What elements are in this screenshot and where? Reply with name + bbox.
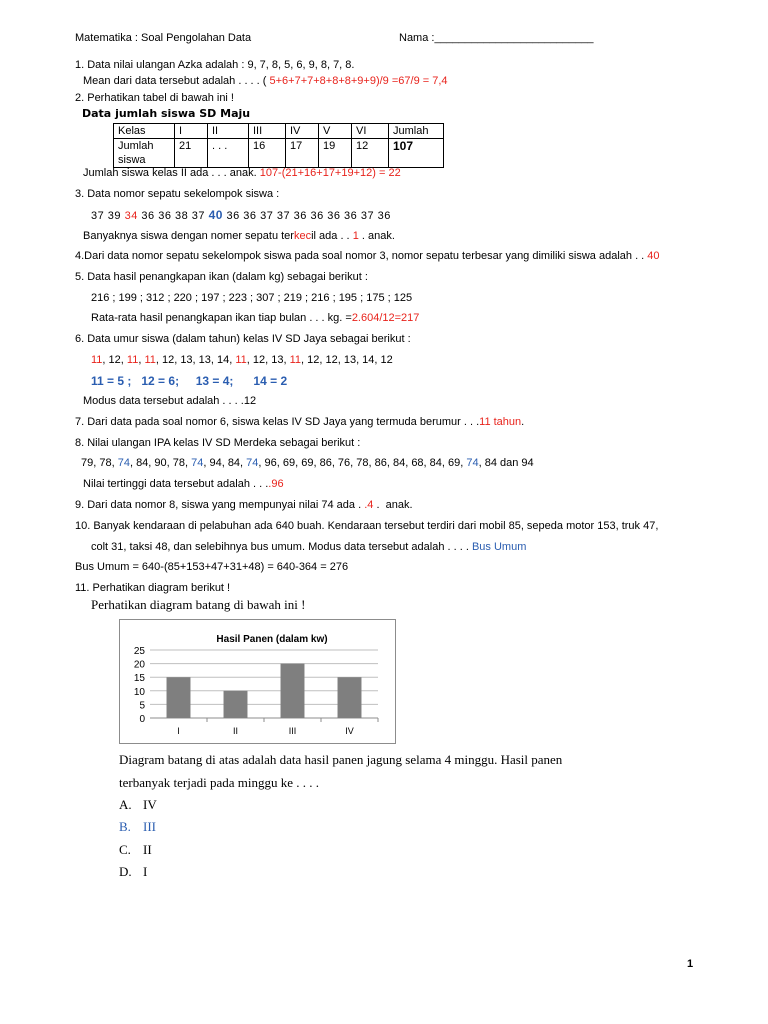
q6-value: 11 <box>289 354 302 366</box>
q5-text: 5. Data hasil penangkapan ikan (dalam kg) sebagai berikut : <box>75 271 368 283</box>
q8-value: , 96, 69, 69, 86, 76, 78, 86, 84, 68, 84, 69, <box>258 457 467 469</box>
harvest-bar-chart <box>119 619 396 744</box>
q4-prompt: 4.Dari data nomor sepatu sekelompok siswa pada soal nomor 3, nomor sepatu terbesar yang dimiliki siswa adalah . . <box>75 250 645 262</box>
q6-value: , 12, 12, 13, 14, 12 <box>301 354 393 366</box>
table-header-cell: Kelas <box>114 124 175 139</box>
q8-value: 74 <box>117 457 130 469</box>
table-cell: 16 <box>249 139 286 168</box>
y-tick-label: 5 <box>139 700 145 712</box>
q4-answer: 40 <box>647 250 660 262</box>
option-b[interactable] <box>119 820 156 834</box>
q6-text: 6. Data umur siswa (dalam tahun) kelas IV SD Jaya sebagai berikut : <box>75 333 411 345</box>
q3-prompt-c: . anak. <box>361 230 395 242</box>
q9-end: . anak. <box>376 499 413 511</box>
bar-I <box>167 677 191 718</box>
q3-data <box>91 208 391 223</box>
y-tick-label: 10 <box>133 686 145 698</box>
q9-answer: .4 <box>361 499 377 511</box>
table-header-cell: III <box>249 124 286 139</box>
q3-line <box>83 229 395 243</box>
table-header-cell: IV <box>286 124 319 139</box>
q8-answer: .96 <box>268 478 284 490</box>
option-b-key: B. <box>119 819 131 834</box>
x-tick-label: III <box>288 726 297 736</box>
q7-answer: 11 tahun <box>479 416 522 428</box>
q8-data <box>81 456 534 470</box>
q6-value: 11 <box>126 354 139 366</box>
q11-intro: Perhatikan diagram batang di bawah ini ! <box>91 597 306 612</box>
document-subject: Matematika : Soal Pengolahan Data <box>75 32 252 44</box>
q6-data <box>91 353 393 367</box>
option-c-text: II <box>143 842 152 857</box>
option-d-key: D. <box>119 864 132 879</box>
q2-line <box>83 166 401 180</box>
q3-prompt-b: il ada . . <box>311 230 350 242</box>
q9-text <box>75 498 413 512</box>
option-b-text: III <box>143 819 156 834</box>
option-a-key: A. <box>119 797 132 812</box>
q10-text: 10. Banyak kendaraan di pelabuhan ada 640 buah. Kendaraan tersebut terdiri dari mobil 85, sepeda motor 153, truk 47, <box>75 520 659 532</box>
table-cell: . . . <box>208 139 249 168</box>
table-header-cell: Jumlah <box>389 124 444 139</box>
table-header-row <box>114 124 444 139</box>
q11-text: 11. Perhatikan diagram berikut ! <box>75 582 231 594</box>
q3-smallest: 34 <box>124 210 138 222</box>
q8-value: 74 <box>191 457 204 469</box>
q9-prompt: 9. Dari data nomor 8, siswa yang mempunyai nilai 74 ada . <box>75 499 362 511</box>
q8-value: , 94, 84, <box>203 457 247 469</box>
table-row-label: Jumlah siswa <box>114 139 175 168</box>
q8-value: , 84 dan 94 <box>478 457 534 469</box>
option-c[interactable] <box>119 843 152 857</box>
q6-tally: 11 = 5 ; 12 = 6; 13 = 4; 14 = 2 <box>91 374 288 388</box>
x-tick-label: I <box>177 726 180 736</box>
bar-II <box>224 691 248 718</box>
q11-question-line2: terbanyak terjadi pada minggu ke . . . . <box>119 775 319 790</box>
q8-line <box>83 477 284 491</box>
q8-value: 74 <box>246 457 259 469</box>
q6-value: 11 <box>91 354 103 366</box>
q3-highlight: kec <box>293 230 312 242</box>
table-cell: 12 <box>352 139 389 168</box>
q7-end: . <box>521 416 525 428</box>
option-c-key: C. <box>119 842 131 857</box>
q8-prompt: Nilai tertinggi data tersebut adalah . . . <box>83 478 269 490</box>
option-a[interactable] <box>119 798 157 812</box>
bar-III <box>281 664 305 718</box>
q3-seq-c: 36 36 37 37 36 36 36 36 37 36 <box>226 210 391 222</box>
y-tick-label: 25 <box>133 646 145 657</box>
y-tick-label: 15 <box>133 673 145 685</box>
q8-value: 74 <box>466 457 479 469</box>
q7-text <box>75 415 524 429</box>
q10-answer: Bus Umum <box>471 541 527 553</box>
q3-seq-a: 37 39 <box>91 210 122 222</box>
table-title: Data jumlah siswa SD Maju <box>82 107 251 120</box>
q3-prompt-a: Banyaknya siswa dengan nomer sepatu ter <box>83 230 294 242</box>
q6-value: , <box>138 354 145 366</box>
chart-svg <box>120 620 395 743</box>
x-tick-label: IV <box>345 726 354 736</box>
name-field-label: Nama :__________________________ <box>399 32 594 44</box>
q1-answer: 5+6+7+7+8+8+8+9+9)/9 =67/9 = 7,4 <box>269 75 448 87</box>
q2-text: 2. Perhatikan tabel di bawah ini ! <box>75 92 234 104</box>
table-cell: 21 <box>175 139 208 168</box>
x-tick-label: II <box>232 726 239 736</box>
chart-title: Hasil Panen (dalam kw) <box>216 634 328 645</box>
q6-modus: Modus data tersebut adalah . . . .12 <box>83 395 257 407</box>
q8-value: 79, 78, <box>81 457 118 469</box>
bar-IV <box>338 677 362 718</box>
table-header-cell: V <box>319 124 352 139</box>
student-count-table <box>113 123 444 168</box>
table-row <box>114 139 444 168</box>
q6-value: , 12, <box>102 354 127 366</box>
q5-data: 216 ; 199 ; 312 ; 220 ; 197 ; 223 ; 307 ; 219 ; 216 ; 195 ; 175 ; 125 <box>91 292 413 304</box>
table-cell: 17 <box>286 139 319 168</box>
q7-prompt: 7. Dari data pada soal nomor 6, siswa kelas IV SD Jaya yang termuda berumur . . . <box>75 416 480 428</box>
y-tick-label: 20 <box>133 659 145 671</box>
q10-line2 <box>91 540 526 554</box>
option-d[interactable] <box>119 865 147 879</box>
q3-seq-b: 36 36 38 37 <box>141 210 206 222</box>
option-d-text: I <box>143 864 148 879</box>
q6-value: , 12, 13, 13, 14, <box>155 354 236 366</box>
q1-prompt: Mean dari data tersebut adalah . . . . ( <box>83 75 267 87</box>
q11-question-line1: Diagram batang di atas adalah data hasil panen jagung selama 4 minggu. Hasil panen <box>119 752 563 767</box>
q1-text: 1. Data nilai ulangan Azka adalah : 9, 7, 8, 5, 6, 9, 8, 7, 8. <box>75 59 355 71</box>
q5-line <box>91 311 419 325</box>
y-tick-label: 0 <box>139 714 145 725</box>
q1-line2 <box>83 74 448 88</box>
page-number: 1 <box>687 958 694 970</box>
q10-prompt: colt 31, taksi 48, dan selebihnya bus umum. Modus data tersebut adalah . . . . <box>91 541 469 553</box>
q4-text <box>75 249 660 263</box>
q6-value: 11 <box>144 354 156 366</box>
q3-answer: 1 <box>352 230 359 242</box>
table-header-cell: VI <box>352 124 389 139</box>
q8-value: , 84, 90, 78, <box>129 457 192 469</box>
q2-answer: 107-(21+16+17+19+12) = 22 <box>259 167 401 179</box>
table-total-cell: 107 <box>389 139 444 168</box>
option-a-text: IV <box>143 797 157 812</box>
q8-text: 8. Nilai ulangan IPA kelas IV SD Merdeka sebagai berikut : <box>75 437 361 449</box>
q5-answer: 2.604/12=217 <box>351 312 420 324</box>
q5-prompt: Rata-rata hasil penangkapan ikan tiap bulan . . . kg. = <box>91 312 352 324</box>
q3-largest: 40 <box>208 208 223 222</box>
q3-text: 3. Data nomor sepatu sekelompok siswa : <box>75 188 280 200</box>
q2-prompt: Jumlah siswa kelas II ada . . . anak. <box>83 167 257 179</box>
q6-value: 11 <box>235 354 247 366</box>
q6-value: , 12, 13, <box>246 354 290 366</box>
table-cell: 19 <box>319 139 352 168</box>
table-header-cell: II <box>208 124 249 139</box>
table-header-cell: I <box>175 124 208 139</box>
q10-calc: Bus Umum = 640-(85+153+47+31+48) = 640-364 = 276 <box>75 561 349 573</box>
